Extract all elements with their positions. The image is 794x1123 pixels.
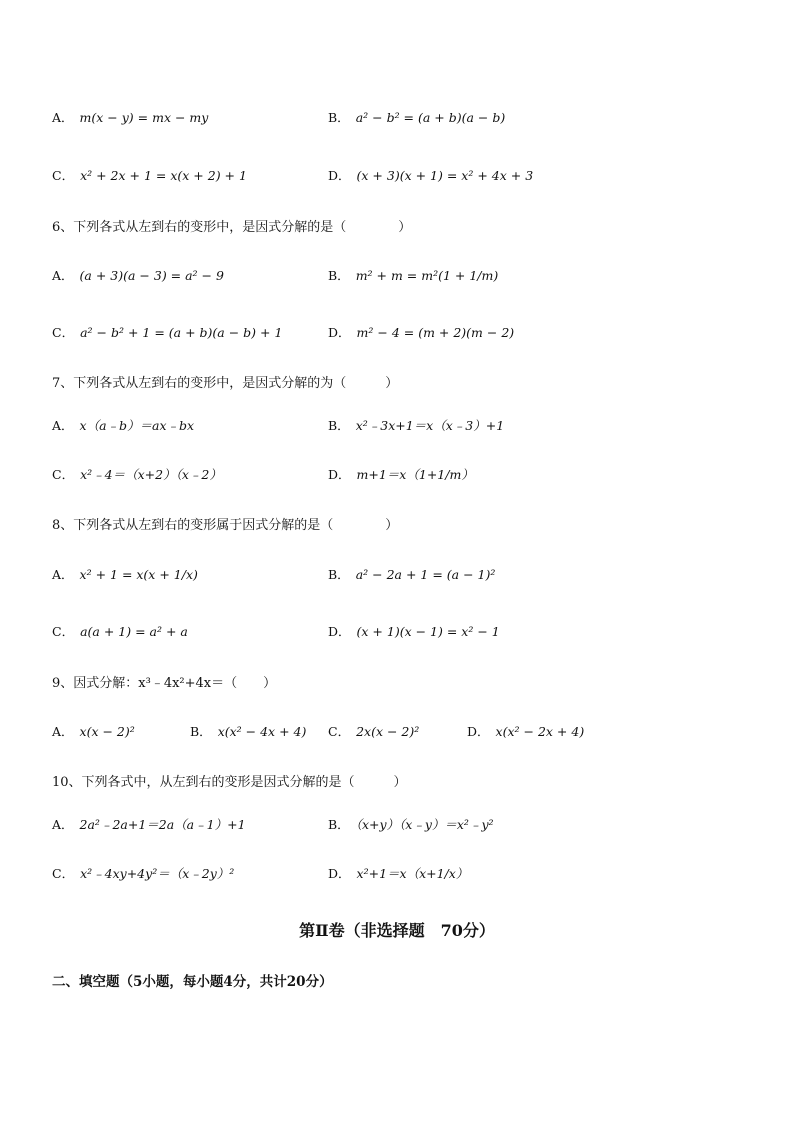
q5-option-c: C． x² + 2x + 1 = x(x + 2) + 1 xyxy=(52,168,247,183)
q7-option-a: A． x（a﹣b）＝ax﹣bx xyxy=(52,418,195,433)
q5-option-d: D． (x + 3)(x + 1) = x² + 4x + 3 xyxy=(328,168,534,183)
q7-option-d: D． m+1＝x（1+1/m） xyxy=(328,467,474,482)
q9-option-c: C． 2x(x − 2)² xyxy=(328,724,420,739)
q10-option-c: C． x²﹣4xy+4y²＝（x﹣2y）² xyxy=(52,866,235,881)
q7-stem: 7、下列各式从左到右的变形中，是因式分解的为（ ） xyxy=(52,376,399,391)
q6-option-d: D． m² − 4 = (m + 2)(m − 2) xyxy=(328,325,515,340)
q8-option-d: D． (x + 1)(x − 1) = x² − 1 xyxy=(328,624,500,639)
q6-option-c: C． a² − b² + 1 = (a + b)(a − b) + 1 xyxy=(52,325,283,340)
q7-option-b: B． x²﹣3x+1＝x（x﹣3）+1 xyxy=(328,418,505,433)
q10-option-d: D． x²+1＝x（x+1/x） xyxy=(328,866,469,881)
q6-option-a: A． (a + 3)(a − 3) = a² − 9 xyxy=(52,268,224,283)
q10-option-a: A． 2a²﹣2a+1＝2a（a﹣1）+1 xyxy=(52,817,246,832)
q9-option-a: A． x(x − 2)² xyxy=(52,724,135,739)
section-title: 二、填空题（5小题，每小题4分，共计20分） xyxy=(52,974,333,990)
q9-option-d: D． x(x² − 2x + 4) xyxy=(467,724,585,739)
q8-option-a: A． x² + 1 = x(x + 1/x) xyxy=(52,567,198,582)
q6-stem: 6、下列各式从左到右的变形中，是因式分解的是（ ） xyxy=(52,220,412,235)
q8-stem: 8、下列各式从左到右的变形属于因式分解的是（ ） xyxy=(52,518,399,533)
q5-option-a: A． m(x − y) = mx − my xyxy=(52,110,209,125)
q8-option-c: C． a(a + 1) = a² + a xyxy=(52,624,188,639)
q6-option-b: B． m² + m = m²(1 + 1/m) xyxy=(328,268,499,283)
q10-option-b: B． （x+y）（x﹣y）＝x²﹣y² xyxy=(328,817,494,832)
q7-option-c: C． x²﹣4＝（x+2）（x﹣2） xyxy=(52,467,222,482)
q8-option-b: B． a² − 2a + 1 = (a − 1)² xyxy=(328,567,496,582)
q9-stem: 9、因式分解：x³﹣4x²+4x＝（ ） xyxy=(52,676,277,691)
q9-option-b: B． x(x² − 4x + 4) xyxy=(190,724,307,739)
q5-option-b: B． a² − b² = (a + b)(a − b) xyxy=(328,110,506,125)
part-title: 第Ⅱ卷（非选择题 70分） xyxy=(299,921,495,940)
q10-stem: 10、下列各式中，从左到右的变形是因式分解的是（ ） xyxy=(52,775,407,790)
